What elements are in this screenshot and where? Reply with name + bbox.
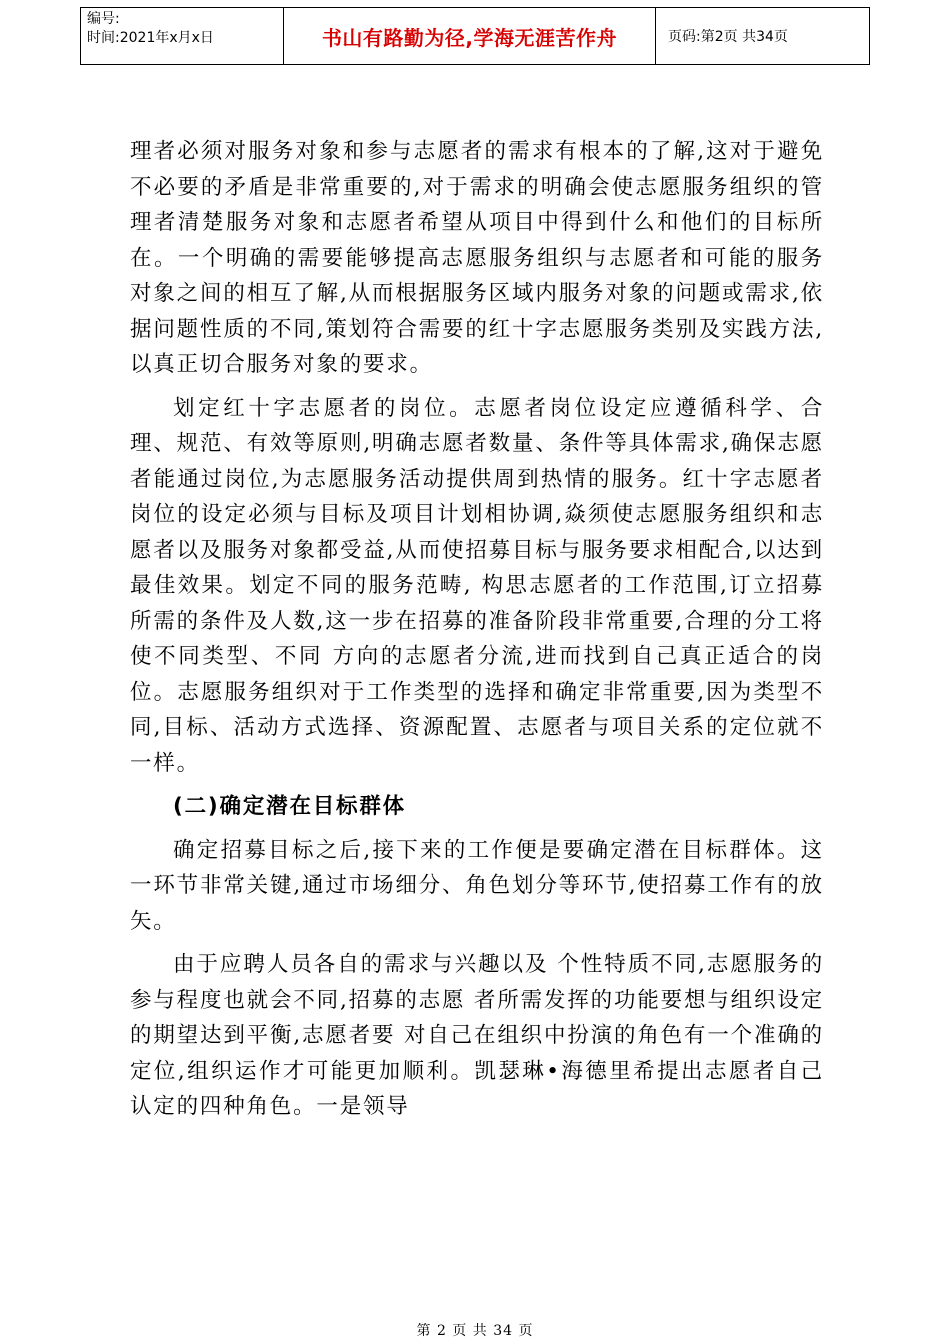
section-heading: (二)确定潜在目标群体 [173,794,406,819]
body-paragraph-2: 划定红十字志愿者的岗位。志愿者岗位设定应遵循科学、合理、规范、有效等原则,明确志愿者数量、条件等具体需求,确保志愿者能通过岗位,为志愿服务活动提供周到热情的服务。红十字志愿者岗位的设定必须与目标及项目计划相协调,焱须使志愿服务组织和志愿者以及服务对象都受益,从而使招募目标与服务要求相配合,以达到最佳效果。划定不同的服务范畴, 构思志愿者的工作范围,订立招募所需的条件及人数,这一步在招募的准备阶段非常重要,合理的分工将使不同类型、不同 方向的志愿者分流,进而找到自己真正适合的岗位。志愿服务组织对于工作类型的选择和确定非常重要,因为类型不同,目标、活动方式选择、资源配置、志愿者与项目关系的定位就不一样。 [130,395,824,776]
document-number-label: 编号: [87,11,120,27]
header-meta-cell [81,8,283,64]
document-body [130,134,824,1133]
body-paragraph-1: 理者必须对服务对象和参与志愿者的需求有根本的了解,这对于避免不必要的矛盾是非常重要的,对于需求的明确会使志愿服务组织的管理者清楚服务对象和志愿者希望从项目中得到什么和他们的目标所在。一个明确的需要能够提高志愿服务组织与志愿者和可能的服务对象之间的相互了解,从而根据服务区域内服务对象的问题或需求,依据问题性质的不同,策划符合需要的红十字志愿服务类别及实践方法,以真正切合服务对象的要求。 [130,139,824,377]
header-page-number: 页码:第2页 共34页 [655,8,869,64]
document-time-label: 时间:2021年x月x日 [87,30,214,46]
page-footer: 第 2 页 共 34 页 [416,1323,534,1339]
body-paragraph-4: 由于应聘人员各自的需求与兴趣以及 个性特质不同,志愿服务的参与程度也就会不同,招募的志愿 者所需发挥的功能要想与组织设定的期望达到平衡,志愿者要 对自己在组织中扮演的角色有一个准确的定位,组织运作才可能更加顺利。凯瑟琳•海德里希提出志愿者自己认定的四种角色。一是领导 [130,952,824,1119]
header-motto: 书山有路勤为径,学海无涯苦作舟 [283,8,655,64]
page-header [80,7,870,65]
body-paragraph-3: 确定招募目标之后,接下来的工作便是要确定潜在目标群体。这一环节非常关键,通过市场细分、角色划分等环节,使招募工作有的放矢。 [130,837,824,934]
